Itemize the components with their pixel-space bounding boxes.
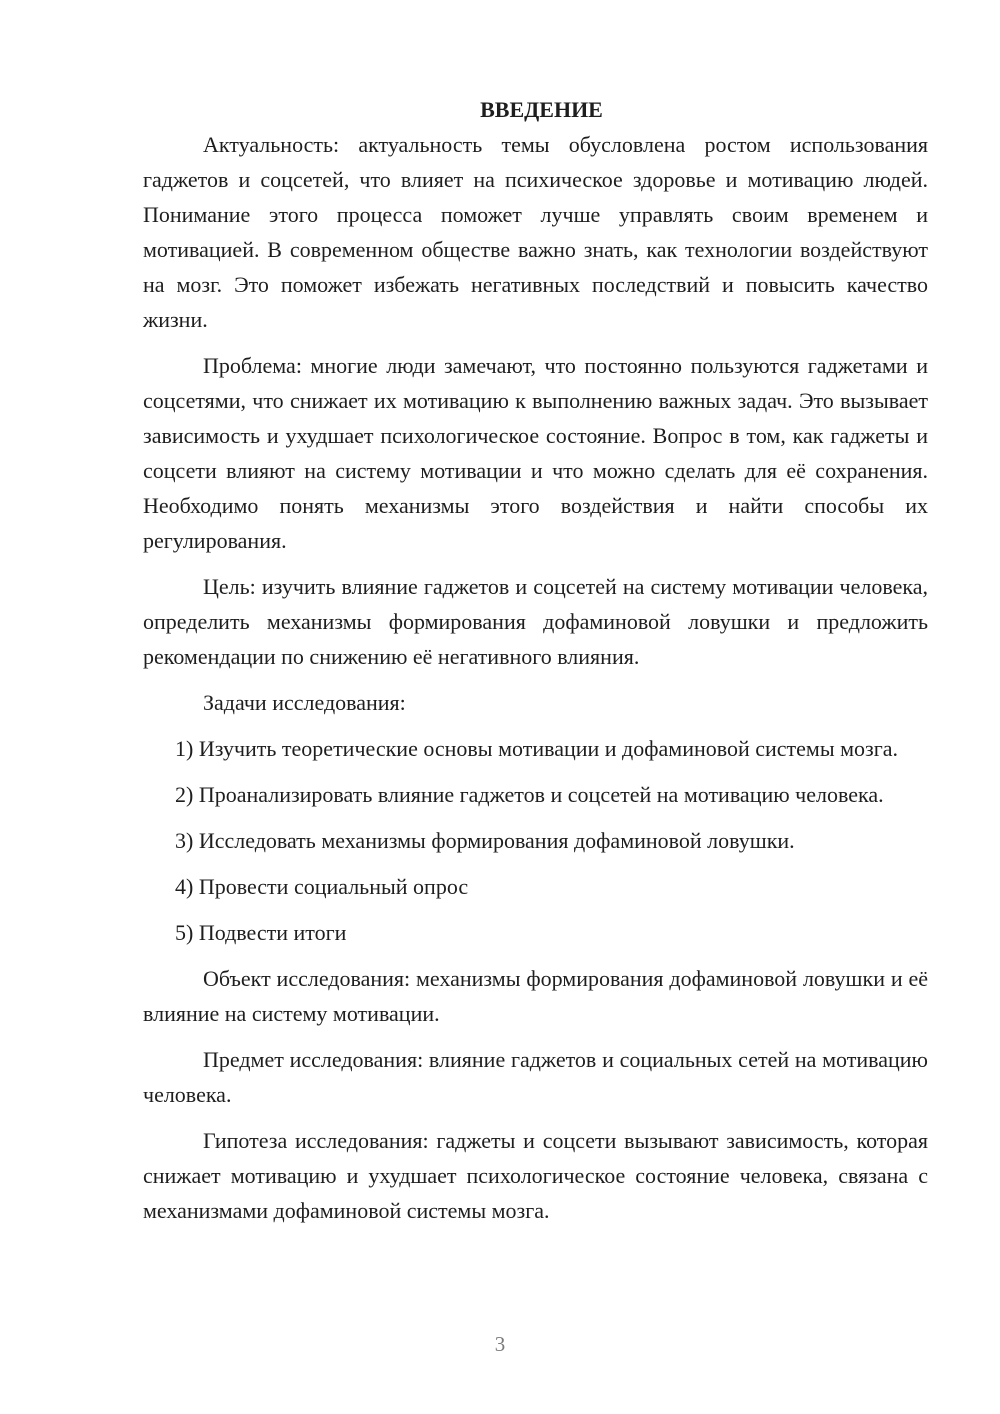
section-title: ВВЕДЕНИЕ	[480, 97, 603, 122]
task-item-5: 5) Подвести итоги	[175, 920, 347, 945]
page-number: 3	[494, 1332, 506, 1356]
paragraph-tasks-heading: Задачи исследования:	[203, 690, 406, 715]
paragraph-hypothesis: Гипотеза исследования: гаджеты и соцсети вызывают зависимость, которая снижает мотивацию и ухудшает психологическое состояние человека, связана с механизмами дофаминовой системы мозга.	[143, 1128, 928, 1223]
paragraph-problem: Проблема: многие люди замечают, что постоянно пользуются гаджетами и соцсетями, что снижает их мотивацию к выполнению важных задач. Это вызывает зависимость и ухудшает психологическое состояние. Вопрос в том, как гаджеты и соцсети влияют на систему мотивации и что можно сделать для её сохранения. Необходимо понять механизмы этого воздействия и найти способы их регулирования.	[143, 353, 928, 553]
paragraph-subject: Предмет исследования: влияние гаджетов и социальных сетей на мотивацию человека.	[143, 1047, 928, 1107]
task-item-2: 2) Проанализировать влияние гаджетов и соцсетей на мотивацию человека.	[175, 782, 884, 807]
task-item-3: 3) Исследовать механизмы формирования дофаминовой ловушки.	[175, 828, 795, 853]
paragraph-relevance: Актуальность: актуальность темы обусловлена ростом использования гаджетов и соцсетей, что влияет на психическое здоровье и мотивацию людей. Понимание этого процесса поможет лучше управлять своим временем и мотивацией. В современном обществе важно знать, как технологии воздействуют на мозг. Это поможет избежать негативных последствий и повысить качество жизни.	[143, 132, 928, 332]
paragraph-object: Объект исследования: механизмы формирования дофаминовой ловушки и её влияние на систему мотивации.	[143, 966, 928, 1026]
document-page	[143, 92, 928, 1228]
task-item-1: 1) Изучить теоретические основы мотивации и дофаминовой системы мозга.	[175, 736, 899, 761]
task-item-4: 4) Провести социальный опрос	[175, 874, 469, 899]
paragraph-goal: Цель: изучить влияние гаджетов и соцсетей на систему мотивации человека, определить механизмы формирования дофаминовой ловушки и предложить рекомендации по снижению её негативного влияния.	[143, 574, 928, 669]
